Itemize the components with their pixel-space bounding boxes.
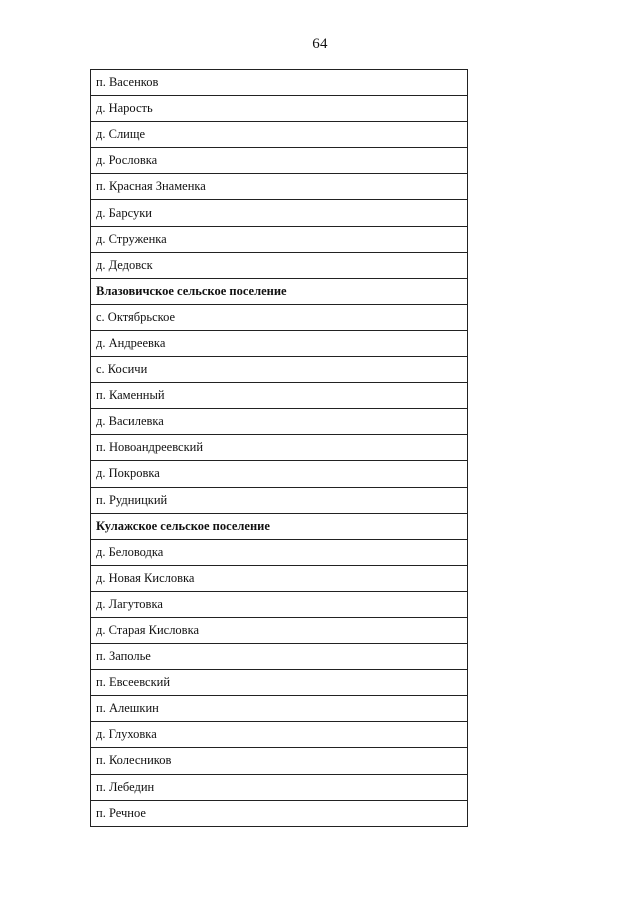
- table-row: [91, 696, 467, 722]
- table-row: [91, 409, 467, 435]
- page-number: 64: [312, 36, 328, 52]
- table-row: [91, 670, 467, 696]
- table-row: [91, 775, 467, 801]
- settlement-name: д. Андреевка: [96, 335, 166, 350]
- settlement-name: п. Рудницкий: [96, 492, 168, 507]
- table-row: [91, 801, 467, 827]
- settlement-name: п. Васенков: [96, 75, 159, 90]
- table-row: [91, 227, 467, 253]
- settlement-name: д. Беловодка: [96, 544, 164, 559]
- table-row: [91, 253, 467, 279]
- table-row: [91, 357, 467, 383]
- table-row: [91, 96, 467, 122]
- section-header-row: [91, 279, 467, 305]
- table-row: [91, 722, 467, 748]
- settlement-name: с. Косичи: [96, 362, 148, 377]
- settlement-name: д. Глуховка: [96, 727, 157, 742]
- settlement-name: д. Нарость: [96, 101, 153, 116]
- settlement-name: п. Алешкин: [96, 701, 159, 716]
- table-row: [91, 540, 467, 566]
- table-row: [91, 122, 467, 148]
- table-row: [91, 618, 467, 644]
- settlement-name: п. Колесников: [96, 753, 172, 768]
- settlement-name: д. Дедовск: [96, 257, 153, 272]
- settlements-table: [90, 69, 468, 827]
- settlement-name: д. Рословка: [96, 153, 158, 168]
- settlement-name: д. Струженка: [96, 231, 167, 246]
- table-row: [91, 488, 467, 514]
- settlement-name: д. Старая Кисловка: [96, 623, 200, 638]
- settlement-name: п. Новоандреевский: [96, 440, 204, 455]
- settlement-name: п. Лебедин: [96, 779, 155, 794]
- table-row: [91, 305, 467, 331]
- table-row: [91, 748, 467, 774]
- settlement-name: п. Красная Знаменка: [96, 179, 206, 194]
- settlement-name: п. Заполье: [96, 649, 151, 664]
- settlement-name: д. Новая Кисловка: [96, 570, 195, 585]
- settlement-name: д. Покровка: [96, 466, 160, 481]
- settlement-name: п. Евсеевский: [96, 675, 171, 690]
- settlement-name: д. Барсуки: [96, 205, 152, 220]
- settlement-name: с. Октябрьское: [96, 309, 176, 324]
- table-row: [91, 435, 467, 461]
- table-row: [91, 566, 467, 592]
- settlement-name: п. Речное: [96, 805, 146, 820]
- section-header-text: Влазовичское сельское поселение: [96, 283, 287, 298]
- table-row: [91, 644, 467, 670]
- section-header-row: [91, 514, 467, 540]
- table-row: [91, 461, 467, 487]
- settlement-name: п. Каменный: [96, 388, 165, 403]
- table-row: [91, 70, 467, 96]
- settlement-name: д. Василевка: [96, 414, 164, 429]
- table-row: [91, 174, 467, 200]
- table-row: [91, 592, 467, 618]
- table-row: [91, 148, 467, 174]
- table-row: [91, 200, 467, 226]
- settlement-name: д. Лагутовка: [96, 596, 163, 611]
- settlement-name: д. Слище: [96, 127, 146, 142]
- table-row: [91, 331, 467, 357]
- section-header-text: Кулажское сельское поселение: [96, 518, 270, 533]
- table-row: [91, 383, 467, 409]
